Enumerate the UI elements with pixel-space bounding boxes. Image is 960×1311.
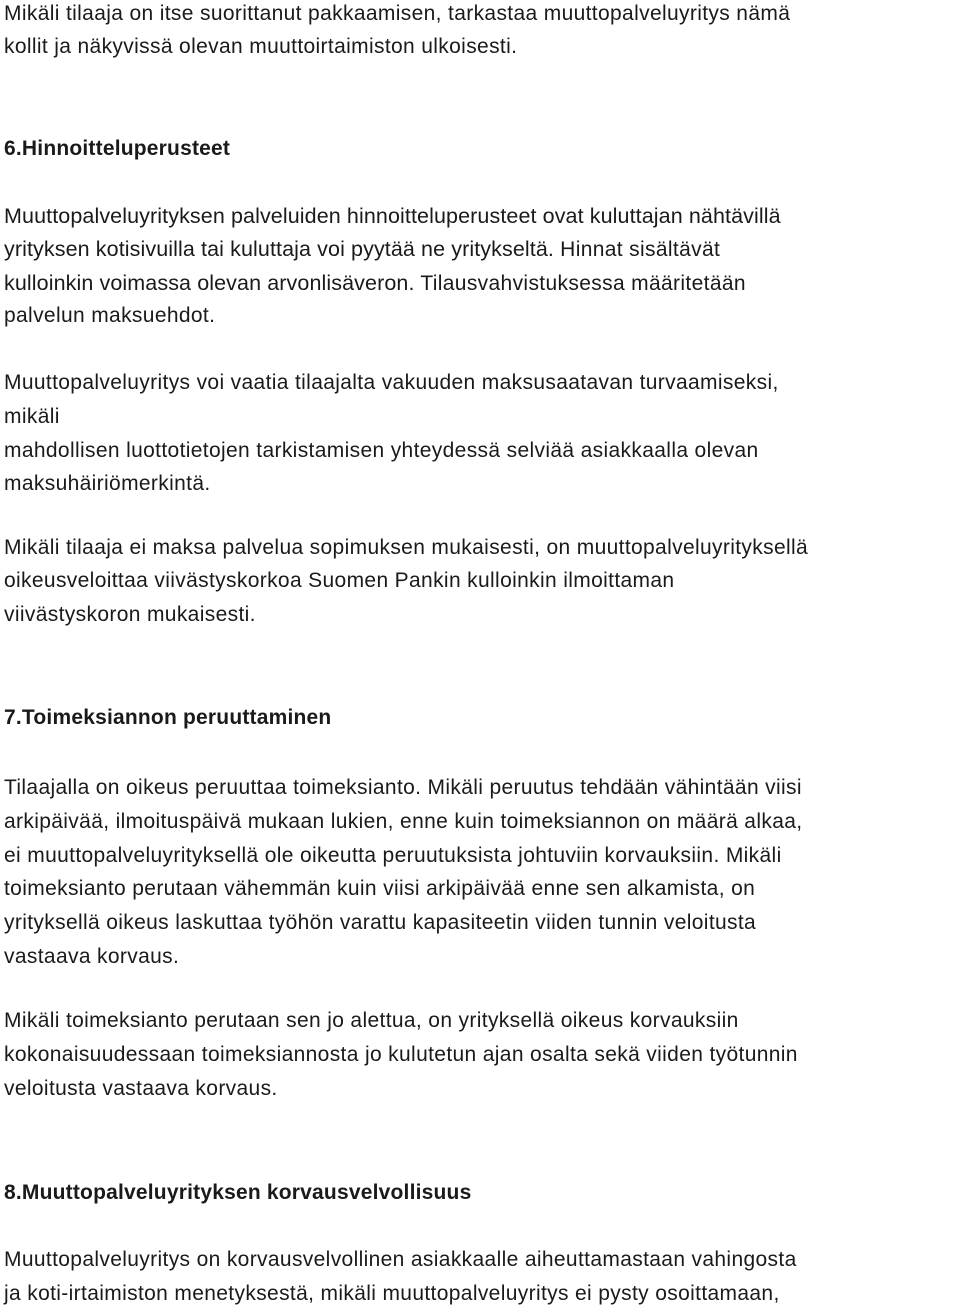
section-7-p1-line-2: arkipäivää, ilmoituspäivä mukaan lukien, enne kuin toimeksiannon on määrä alkaa,	[4, 810, 803, 833]
section-6-p2-line-4: maksuhäiriömerkintä.	[4, 472, 211, 495]
section-7-p1-line-5: yrityksellä oikeus laskuttaa työhön varattu kapasiteetin viiden tunnin veloitusta	[4, 911, 757, 934]
intro-line-1: Mikäli tilaaja on itse suorittanut pakkaamisen, tarkastaa muuttopalveluyritys nämä	[4, 2, 791, 25]
section-7-p2-line-3: veloitusta vastaava korvaus.	[4, 1077, 278, 1100]
section-7-p2-line-2: kokonaisuudessaan toimeksiannosta jo kulutetun ajan osalta sekä viiden työtunnin	[4, 1043, 798, 1066]
section-6-p1-line-1: Muuttopalveluyrityksen palveluiden hinnoitteluperusteet ovat kuluttajan nähtävillä	[4, 204, 781, 228]
section-6-p1-line-3-a: kulloinkin voimassa olevan arvonlisäveron.	[4, 271, 415, 295]
section-6-p3-line-2: oikeusveloittaa viivästyskorkoa Suomen Pankin kulloinkin ilmoittaman	[4, 569, 675, 592]
section-6-p3-line-3: viivästyskoron mukaisesti.	[4, 603, 256, 626]
section-6-p2-line-1: Muuttopalveluyritys voi vaatia tilaajalta vakuuden maksusaatavan turvaamiseksi,	[4, 371, 779, 394]
intro-line-2: kollit ja näkyvissä olevan muuttoirtaimiston ulkoisesti.	[4, 35, 518, 58]
section-6-p1-line-3	[4, 269, 746, 297]
section-7-p1-line-1: Tilaajalla on oikeus peruuttaa toimeksianto. Mikäli peruutus tehdään vähintään viisi	[4, 776, 802, 799]
section-6-p2-line-2: mikäli	[4, 405, 60, 428]
section-6-p1-line-3-b: Tilausvahvistuksessa määritetään	[414, 272, 746, 295]
section-8-p1-line-2: ja koti-irtaimiston menetyksestä, mikäli muuttopalveluyritys ei pysty osoittamaan,	[4, 1282, 780, 1305]
section-7-p1-line-4: toimeksianto perutaan vähemmän kuin viisi arkipäivää enne sen alkamista, on	[4, 877, 756, 900]
section-8-p1-line-1: Muuttopalveluyritys on korvausvelvollinen asiakkaalle aiheuttamastaan vahingosta	[4, 1248, 797, 1271]
section-6-p1-line-2-a: yrityksen kotisivuilla tai kuluttaja voi pyytää ne yritykseltä.	[4, 237, 554, 261]
section-6-heading: 6.Hinnoitteluperusteet	[4, 137, 231, 160]
section-8-heading: 8.Muuttopalveluyrityksen korvausvelvollisuus	[4, 1181, 472, 1204]
section-7-p2-line-1: Mikäli toimeksianto perutaan sen jo alettua, on yrityksellä oikeus korvauksiin	[4, 1009, 739, 1032]
section-6-p1-line-2-b: Hinnat sisältävät	[554, 238, 721, 261]
section-7-p1-line-3: ei muuttopalveluyrityksellä ole oikeutta peruutuksista johtuviin korvauksiin. Mikäli	[4, 844, 782, 867]
section-7-p1-line-6: vastaava korvaus.	[4, 945, 180, 968]
section-7-heading: 7.Toimeksiannon peruuttaminen	[4, 706, 332, 729]
section-6-p1-line-4: palvelun maksuehdot.	[4, 304, 216, 327]
section-6-p1-line-2	[4, 235, 720, 263]
section-6-p3-line-1: Mikäli tilaaja ei maksa palvelua sopimuksen mukaisesti, on muuttopalveluyrityksellä	[4, 536, 809, 559]
section-6-p2-line-3: mahdollisen luottotietojen tarkistamisen yhteydessä selviää asiakkaalla olevan	[4, 439, 759, 462]
